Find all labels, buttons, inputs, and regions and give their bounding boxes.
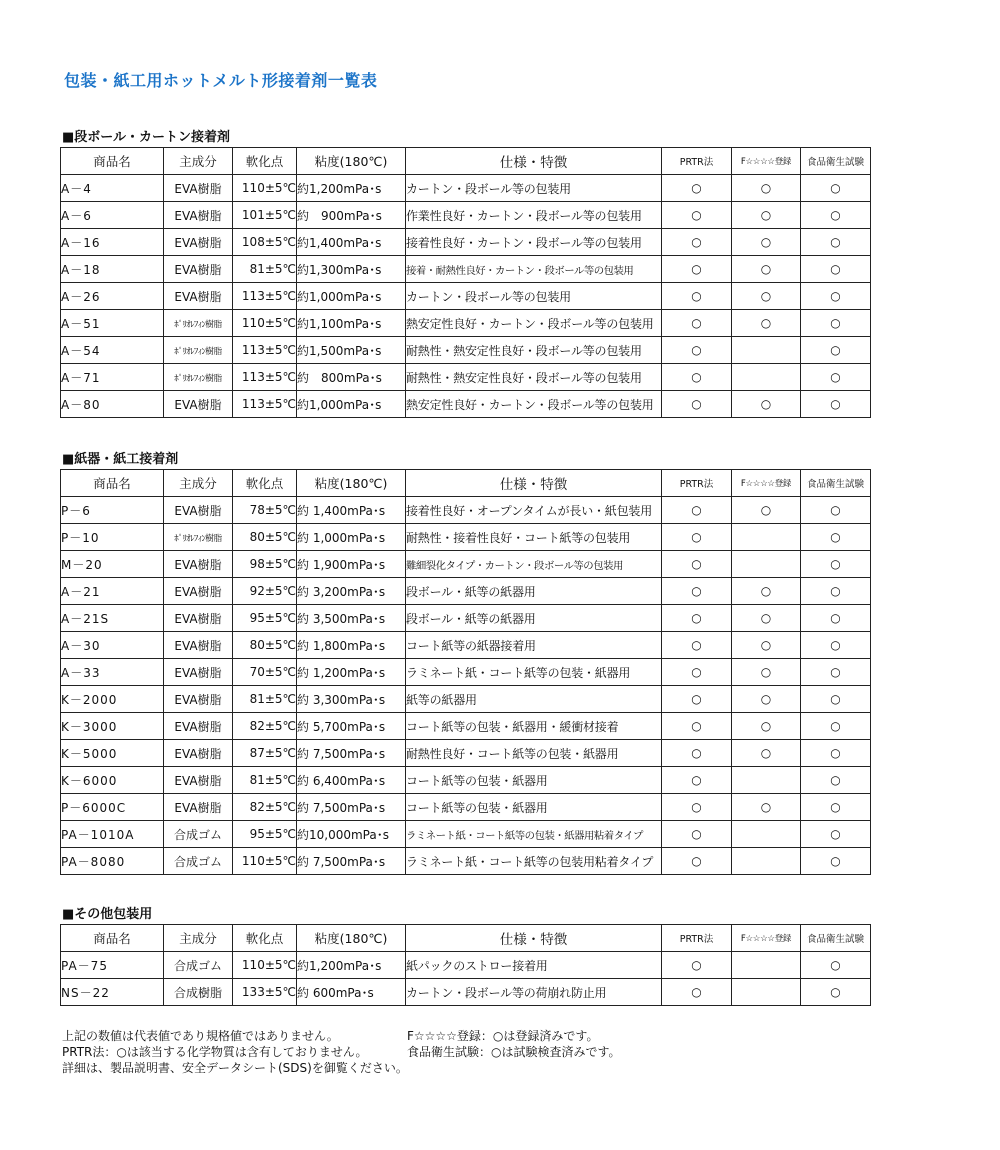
softening-point: 113±5℃	[233, 337, 297, 364]
header-row	[61, 925, 871, 952]
softening-point: 81±5℃	[233, 767, 297, 794]
prtr-mark: ○	[662, 821, 732, 848]
product-name: A－30	[61, 632, 164, 659]
header-food-hygiene: 食品衛生試験	[801, 148, 871, 175]
food-hygiene-mark: ○	[801, 391, 871, 418]
softening-point: 82±5℃	[233, 713, 297, 740]
food-hygiene-mark: ○	[801, 659, 871, 686]
viscosity: 約 1,200mPa･s	[297, 659, 406, 686]
feature: カートン・段ボール等の包装用	[406, 283, 662, 310]
header-food-hygiene: 食品衛生試験	[801, 925, 871, 952]
main-component: ﾎﾟﾘｵﾚﾌｨﾝ樹脂	[164, 310, 233, 337]
main-component: 合成ゴム	[164, 848, 233, 875]
feature: カートン・段ボール等の包装用	[406, 175, 662, 202]
table-row	[61, 524, 871, 551]
product-name: A－71	[61, 364, 164, 391]
softening-point: 108±5℃	[233, 229, 297, 256]
food-hygiene-mark: ○	[801, 740, 871, 767]
header-food-hygiene: 食品衛生試験	[801, 470, 871, 497]
note-representative-values: 上記の数値は代表値であり規格値ではありません。	[62, 1029, 339, 1043]
prtr-mark: ○	[662, 578, 732, 605]
table-row	[61, 686, 871, 713]
viscosity: 約1,000mPa･s	[297, 283, 406, 310]
main-component: EVA樹脂	[164, 794, 233, 821]
feature: ラミネート紙・コート紙等の包装・紙器用粘着タイプ	[406, 821, 662, 848]
spec-table	[60, 924, 871, 1006]
prtr-mark: ○	[662, 497, 732, 524]
header-specification: 仕様・特徴	[406, 148, 662, 175]
viscosity: 約 1,800mPa･s	[297, 632, 406, 659]
header-softening-point: 軟化点	[233, 470, 297, 497]
f4-registration-mark	[732, 337, 801, 364]
f4-registration-mark: ○	[732, 686, 801, 713]
viscosity: 約1,000mPa･s	[297, 391, 406, 418]
prtr-mark: ○	[662, 848, 732, 875]
f4-registration-mark: ○	[732, 605, 801, 632]
softening-point: 92±5℃	[233, 578, 297, 605]
viscosity: 約 6,400mPa･s	[297, 767, 406, 794]
header-f4-registration: F☆☆☆☆登録	[732, 470, 801, 497]
header-specification: 仕様・特徴	[406, 470, 662, 497]
viscosity: 約1,400mPa･s	[297, 229, 406, 256]
softening-point: 95±5℃	[233, 821, 297, 848]
table-row	[61, 848, 871, 875]
main-component: EVA樹脂	[164, 578, 233, 605]
f4-registration-mark	[732, 551, 801, 578]
main-component: EVA樹脂	[164, 605, 233, 632]
softening-point: 113±5℃	[233, 283, 297, 310]
feature: 熱安定性良好・カートン・段ボール等の包装用	[406, 391, 662, 418]
header-product-name: 商品名	[61, 148, 164, 175]
table-row	[61, 256, 871, 283]
prtr-mark: ○	[662, 605, 732, 632]
viscosity: 約1,100mPa･s	[297, 310, 406, 337]
prtr-mark: ○	[662, 391, 732, 418]
prtr-mark: ○	[662, 794, 732, 821]
food-hygiene-mark: ○	[801, 283, 871, 310]
viscosity: 約 5,700mPa･s	[297, 713, 406, 740]
product-name: A－26	[61, 283, 164, 310]
product-name: K－2000	[61, 686, 164, 713]
main-component: 合成樹脂	[164, 979, 233, 1006]
table-row	[61, 659, 871, 686]
softening-point: 110±5℃	[233, 848, 297, 875]
footnotes	[62, 1028, 621, 1076]
feature: 耐熱性・熱安定性良好・段ボール等の包装用	[406, 364, 662, 391]
product-name: PA－1010A	[61, 821, 164, 848]
product-name: A－6	[61, 202, 164, 229]
f4-registration-mark: ○	[732, 713, 801, 740]
food-hygiene-mark: ○	[801, 175, 871, 202]
viscosity: 約 1,000mPa･s	[297, 524, 406, 551]
product-name: A－51	[61, 310, 164, 337]
food-hygiene-mark: ○	[801, 686, 871, 713]
prtr-mark: ○	[662, 202, 732, 229]
main-component: EVA樹脂	[164, 551, 233, 578]
feature: 接着性良好・カートン・段ボール等の包装用	[406, 229, 662, 256]
viscosity: 約 7,500mPa･s	[297, 848, 406, 875]
main-component: EVA樹脂	[164, 391, 233, 418]
prtr-mark: ○	[662, 175, 732, 202]
product-name: A－21	[61, 578, 164, 605]
softening-point: 110±5℃	[233, 175, 297, 202]
softening-point: 82±5℃	[233, 794, 297, 821]
prtr-mark: ○	[662, 551, 732, 578]
header-f4-registration: F☆☆☆☆登録	[732, 148, 801, 175]
food-hygiene-mark: ○	[801, 229, 871, 256]
header-row	[61, 148, 871, 175]
main-component: 合成ゴム	[164, 952, 233, 979]
food-hygiene-mark: ○	[801, 524, 871, 551]
table-row	[61, 175, 871, 202]
food-hygiene-mark: ○	[801, 952, 871, 979]
table-row	[61, 605, 871, 632]
spec-table	[60, 147, 871, 418]
f4-registration-mark	[732, 364, 801, 391]
food-hygiene-mark: ○	[801, 202, 871, 229]
food-hygiene-mark: ○	[801, 794, 871, 821]
main-component: EVA樹脂	[164, 767, 233, 794]
prtr-mark: ○	[662, 256, 732, 283]
product-name: A－80	[61, 391, 164, 418]
product-name: PA－8080	[61, 848, 164, 875]
viscosity: 約1,200mPa･s	[297, 175, 406, 202]
food-hygiene-mark: ○	[801, 497, 871, 524]
prtr-mark: ○	[662, 767, 732, 794]
feature: コート紙等の紙器接着用	[406, 632, 662, 659]
viscosity: 約1,500mPa･s	[297, 337, 406, 364]
viscosity: 約 7,500mPa･s	[297, 794, 406, 821]
main-component: EVA樹脂	[164, 713, 233, 740]
food-hygiene-mark: ○	[801, 364, 871, 391]
section-title: ■紙器・紙工接着剤	[62, 452, 179, 467]
note-prtr: PRTR法：○は該当する化学物質は含有しておりません。	[62, 1045, 368, 1059]
softening-point: 101±5℃	[233, 202, 297, 229]
product-name: K－6000	[61, 767, 164, 794]
feature: 接着・耐熱性良好・カートン・段ボール等の包装用	[406, 256, 662, 283]
table-row	[61, 202, 871, 229]
viscosity: 約 900mPa･s	[297, 202, 406, 229]
notes-right-column	[407, 1028, 621, 1060]
prtr-mark: ○	[662, 337, 732, 364]
product-name: P－10	[61, 524, 164, 551]
product-name: P－6000C	[61, 794, 164, 821]
table-row	[61, 767, 871, 794]
softening-point: 81±5℃	[233, 256, 297, 283]
header-softening-point: 軟化点	[233, 925, 297, 952]
table-row	[61, 551, 871, 578]
product-name: A－16	[61, 229, 164, 256]
softening-point: 98±5℃	[233, 551, 297, 578]
table-row	[61, 391, 871, 418]
f4-registration-mark: ○	[732, 310, 801, 337]
prtr-mark: ○	[662, 524, 732, 551]
feature: コート紙等の包装・紙器用	[406, 767, 662, 794]
viscosity: 約 800mPa･s	[297, 364, 406, 391]
f4-registration-mark	[732, 767, 801, 794]
table-row	[61, 337, 871, 364]
f4-registration-mark: ○	[732, 202, 801, 229]
header-main-component: 主成分	[164, 925, 233, 952]
feature: 難細裂化タイプ・カートン・段ボール等の包装用	[406, 551, 662, 578]
product-name: A－33	[61, 659, 164, 686]
viscosity: 約 3,500mPa･s	[297, 605, 406, 632]
section-title: ■段ボール・カートン接着剤	[62, 130, 231, 145]
feature: 段ボール・紙等の紙器用	[406, 605, 662, 632]
note-f4-registration: F☆☆☆☆登録：○は登録済みです。	[407, 1029, 599, 1043]
prtr-mark: ○	[662, 979, 732, 1006]
f4-registration-mark: ○	[732, 391, 801, 418]
f4-registration-mark: ○	[732, 740, 801, 767]
f4-registration-mark: ○	[732, 659, 801, 686]
f4-registration-mark: ○	[732, 632, 801, 659]
softening-point: 133±5℃	[233, 979, 297, 1006]
page-title: 包装・紙工用ホットメルト形接着剤一覧表	[64, 71, 378, 90]
f4-registration-mark: ○	[732, 229, 801, 256]
viscosity: 約 1,400mPa･s	[297, 497, 406, 524]
prtr-mark: ○	[662, 659, 732, 686]
table-row	[61, 310, 871, 337]
softening-point: 80±5℃	[233, 632, 297, 659]
food-hygiene-mark: ○	[801, 713, 871, 740]
prtr-mark: ○	[662, 632, 732, 659]
feature: コート紙等の包装・紙器用	[406, 794, 662, 821]
feature: 接着性良好・オープンタイムが長い・紙包装用	[406, 497, 662, 524]
feature: 熱安定性良好・カートン・段ボール等の包装用	[406, 310, 662, 337]
table-row	[61, 794, 871, 821]
viscosity: 約10,000mPa･s	[297, 821, 406, 848]
header-row	[61, 470, 871, 497]
f4-registration-mark: ○	[732, 175, 801, 202]
food-hygiene-mark: ○	[801, 821, 871, 848]
f4-registration-mark	[732, 821, 801, 848]
f4-registration-mark	[732, 979, 801, 1006]
table-row	[61, 578, 871, 605]
note-food-hygiene: 食品衛生試験：○は試験検査済みです。	[407, 1045, 621, 1059]
prtr-mark: ○	[662, 686, 732, 713]
product-name: M－20	[61, 551, 164, 578]
main-component: EVA樹脂	[164, 256, 233, 283]
main-component: EVA樹脂	[164, 229, 233, 256]
food-hygiene-mark: ○	[801, 256, 871, 283]
feature: 紙等の紙器用	[406, 686, 662, 713]
softening-point: 70±5℃	[233, 659, 297, 686]
table-row	[61, 952, 871, 979]
prtr-mark: ○	[662, 229, 732, 256]
table-row	[61, 713, 871, 740]
table-row	[61, 979, 871, 1006]
food-hygiene-mark: ○	[801, 578, 871, 605]
main-component: EVA樹脂	[164, 202, 233, 229]
main-component: EVA樹脂	[164, 740, 233, 767]
f4-registration-mark: ○	[732, 283, 801, 310]
table-row	[61, 364, 871, 391]
product-name: A－54	[61, 337, 164, 364]
softening-point: 113±5℃	[233, 391, 297, 418]
viscosity: 約 1,900mPa･s	[297, 551, 406, 578]
product-name: A－4	[61, 175, 164, 202]
viscosity: 約 600mPa･s	[297, 979, 406, 1006]
f4-registration-mark	[732, 848, 801, 875]
viscosity: 約 3,200mPa･s	[297, 578, 406, 605]
viscosity: 約 3,300mPa･s	[297, 686, 406, 713]
f4-registration-mark: ○	[732, 256, 801, 283]
feature: コート紙等の包装・紙器用・緩衝材接着	[406, 713, 662, 740]
product-name: A－18	[61, 256, 164, 283]
main-component: EVA樹脂	[164, 175, 233, 202]
header-main-component: 主成分	[164, 470, 233, 497]
header-viscosity: 粘度(180℃)	[297, 925, 406, 952]
food-hygiene-mark: ○	[801, 979, 871, 1006]
main-component: EVA樹脂	[164, 497, 233, 524]
main-component: EVA樹脂	[164, 686, 233, 713]
main-component: ﾎﾟﾘｵﾚﾌｨﾝ樹脂	[164, 524, 233, 551]
main-component: EVA樹脂	[164, 283, 233, 310]
header-product-name: 商品名	[61, 925, 164, 952]
table-row	[61, 229, 871, 256]
food-hygiene-mark: ○	[801, 767, 871, 794]
softening-point: 80±5℃	[233, 524, 297, 551]
product-name: A－21S	[61, 605, 164, 632]
product-name: K－3000	[61, 713, 164, 740]
feature: 耐熱性・熱安定性良好・段ボール等の包装用	[406, 337, 662, 364]
table-row	[61, 497, 871, 524]
table-row	[61, 821, 871, 848]
food-hygiene-mark: ○	[801, 551, 871, 578]
softening-point: 95±5℃	[233, 605, 297, 632]
main-component: EVA樹脂	[164, 659, 233, 686]
header-specification: 仕様・特徴	[406, 925, 662, 952]
header-softening-point: 軟化点	[233, 148, 297, 175]
viscosity: 約1,200mPa･s	[297, 952, 406, 979]
product-name: NS－22	[61, 979, 164, 1006]
main-component: EVA樹脂	[164, 632, 233, 659]
prtr-mark: ○	[662, 952, 732, 979]
food-hygiene-mark: ○	[801, 310, 871, 337]
f4-registration-mark: ○	[732, 578, 801, 605]
header-viscosity: 粘度(180℃)	[297, 148, 406, 175]
spec-table	[60, 469, 871, 875]
feature: 耐熱性良好・コート紙等の包装・紙器用	[406, 740, 662, 767]
header-prtr: PRTR法	[662, 470, 732, 497]
feature: ラミネート紙・コート紙等の包装・紙器用	[406, 659, 662, 686]
table-row	[61, 740, 871, 767]
f4-registration-mark: ○	[732, 794, 801, 821]
food-hygiene-mark: ○	[801, 605, 871, 632]
header-product-name: 商品名	[61, 470, 164, 497]
f4-registration-mark	[732, 952, 801, 979]
prtr-mark: ○	[662, 713, 732, 740]
header-viscosity: 粘度(180℃)	[297, 470, 406, 497]
food-hygiene-mark: ○	[801, 632, 871, 659]
header-prtr: PRTR法	[662, 925, 732, 952]
feature: 耐熱性・接着性良好・コート紙等の包装用	[406, 524, 662, 551]
softening-point: 110±5℃	[233, 310, 297, 337]
feature: 紙パックのストロー接着用	[406, 952, 662, 979]
product-name: PA－75	[61, 952, 164, 979]
section-title: ■その他包装用	[62, 907, 153, 922]
note-sds: 詳細は、製品説明書、安全データシート(SDS)を御覧ください。	[62, 1061, 408, 1075]
main-component: ﾎﾟﾘｵﾚﾌｨﾝ樹脂	[164, 337, 233, 364]
softening-point: 81±5℃	[233, 686, 297, 713]
f4-registration-mark	[732, 524, 801, 551]
food-hygiene-mark: ○	[801, 337, 871, 364]
feature: 段ボール・紙等の紙器用	[406, 578, 662, 605]
prtr-mark: ○	[662, 283, 732, 310]
feature: 作業性良好・カートン・段ボール等の包装用	[406, 202, 662, 229]
viscosity: 約 7,500mPa･s	[297, 740, 406, 767]
product-name: P－6	[61, 497, 164, 524]
prtr-mark: ○	[662, 740, 732, 767]
prtr-mark: ○	[662, 364, 732, 391]
softening-point: 78±5℃	[233, 497, 297, 524]
prtr-mark: ○	[662, 310, 732, 337]
main-component: ﾎﾟﾘｵﾚﾌｨﾝ樹脂	[164, 364, 233, 391]
softening-point: 87±5℃	[233, 740, 297, 767]
softening-point: 110±5℃	[233, 952, 297, 979]
main-component: 合成ゴム	[164, 821, 233, 848]
table-row	[61, 632, 871, 659]
f4-registration-mark: ○	[732, 497, 801, 524]
product-name: K－5000	[61, 740, 164, 767]
feature: カートン・段ボール等の荷崩れ防止用	[406, 979, 662, 1006]
table-row	[61, 283, 871, 310]
viscosity: 約1,300mPa･s	[297, 256, 406, 283]
header-main-component: 主成分	[164, 148, 233, 175]
softening-point: 113±5℃	[233, 364, 297, 391]
food-hygiene-mark: ○	[801, 848, 871, 875]
header-f4-registration: F☆☆☆☆登録	[732, 925, 801, 952]
header-prtr: PRTR法	[662, 148, 732, 175]
feature: ラミネート紙・コート紙等の包装用粘着タイプ	[406, 848, 662, 875]
